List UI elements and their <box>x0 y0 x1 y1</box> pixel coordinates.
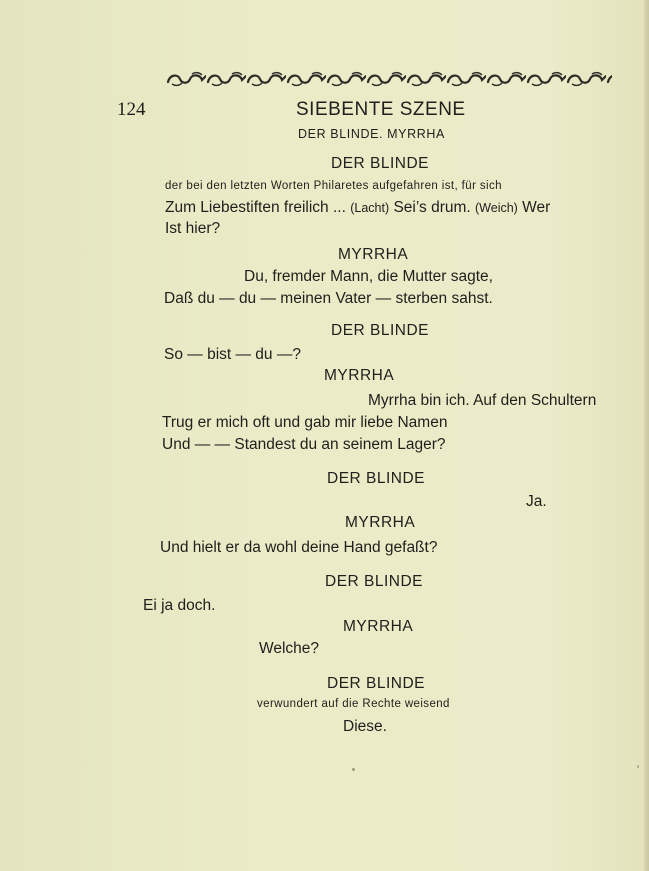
speaker-label: DER BLINDE <box>331 155 430 172</box>
paper-mark <box>352 768 355 771</box>
stage-direction: der bei den letzten Worten Philaretes aufgefahren ist, für sich <box>165 180 502 192</box>
verse-line: Und — — Standest du an seinem Lager? <box>162 436 446 453</box>
verse-text: Wer <box>522 199 551 216</box>
inline-direction: (Lacht) <box>350 201 390 215</box>
verse-line: Myrrha bin ich. Auf den Schultern <box>368 392 597 409</box>
speaker-label: DER BLINDE <box>327 675 426 692</box>
speaker-label: MYRRHA <box>343 618 414 635</box>
stage-direction: verwundert auf die Rechte weisend <box>257 698 450 710</box>
paper-speck <box>637 765 639 768</box>
verse-line: Trug er mich oft und gab mir liebe Namen <box>162 414 448 431</box>
verse-line: Ist hier? <box>165 220 221 237</box>
speaker-label: MYRRHA <box>338 246 409 263</box>
scene-title: SIEBENTE SZENE <box>296 99 466 120</box>
verse-line: Ja. <box>526 493 547 510</box>
page-edge <box>644 0 649 871</box>
ornamental-border <box>166 70 612 88</box>
speaker-label: DER BLINDE <box>331 322 430 339</box>
speaker-label: DER BLINDE <box>325 573 424 590</box>
speaker-label: DER BLINDE <box>327 470 426 487</box>
inline-direction: (Weich) <box>475 201 518 215</box>
verse-line: So — bist — du —? <box>164 346 301 363</box>
verse-line: Du, fremder Mann, die Mutter sagte, <box>244 268 493 285</box>
page-number: 124 <box>117 99 146 120</box>
verse-line: Daß du — du — meinen Vater — sterben sahst. <box>164 290 493 307</box>
verse-line: Ei ja doch. <box>143 597 216 614</box>
verse-line <box>165 199 550 217</box>
scene-characters: DER BLINDE. MYRRHA <box>298 127 445 141</box>
speaker-label: MYRRHA <box>345 514 416 531</box>
verse-line: Welche? <box>259 640 320 657</box>
verse-text: Sei’s drum. <box>393 199 471 216</box>
verse-line: Und hielt er da wohl deine Hand gefaßt? <box>160 539 438 556</box>
speaker-label: MYRRHA <box>324 367 395 384</box>
verse-line: Diese. <box>343 718 387 735</box>
verse-text: Zum Liebestiften freilich ... <box>165 199 346 216</box>
